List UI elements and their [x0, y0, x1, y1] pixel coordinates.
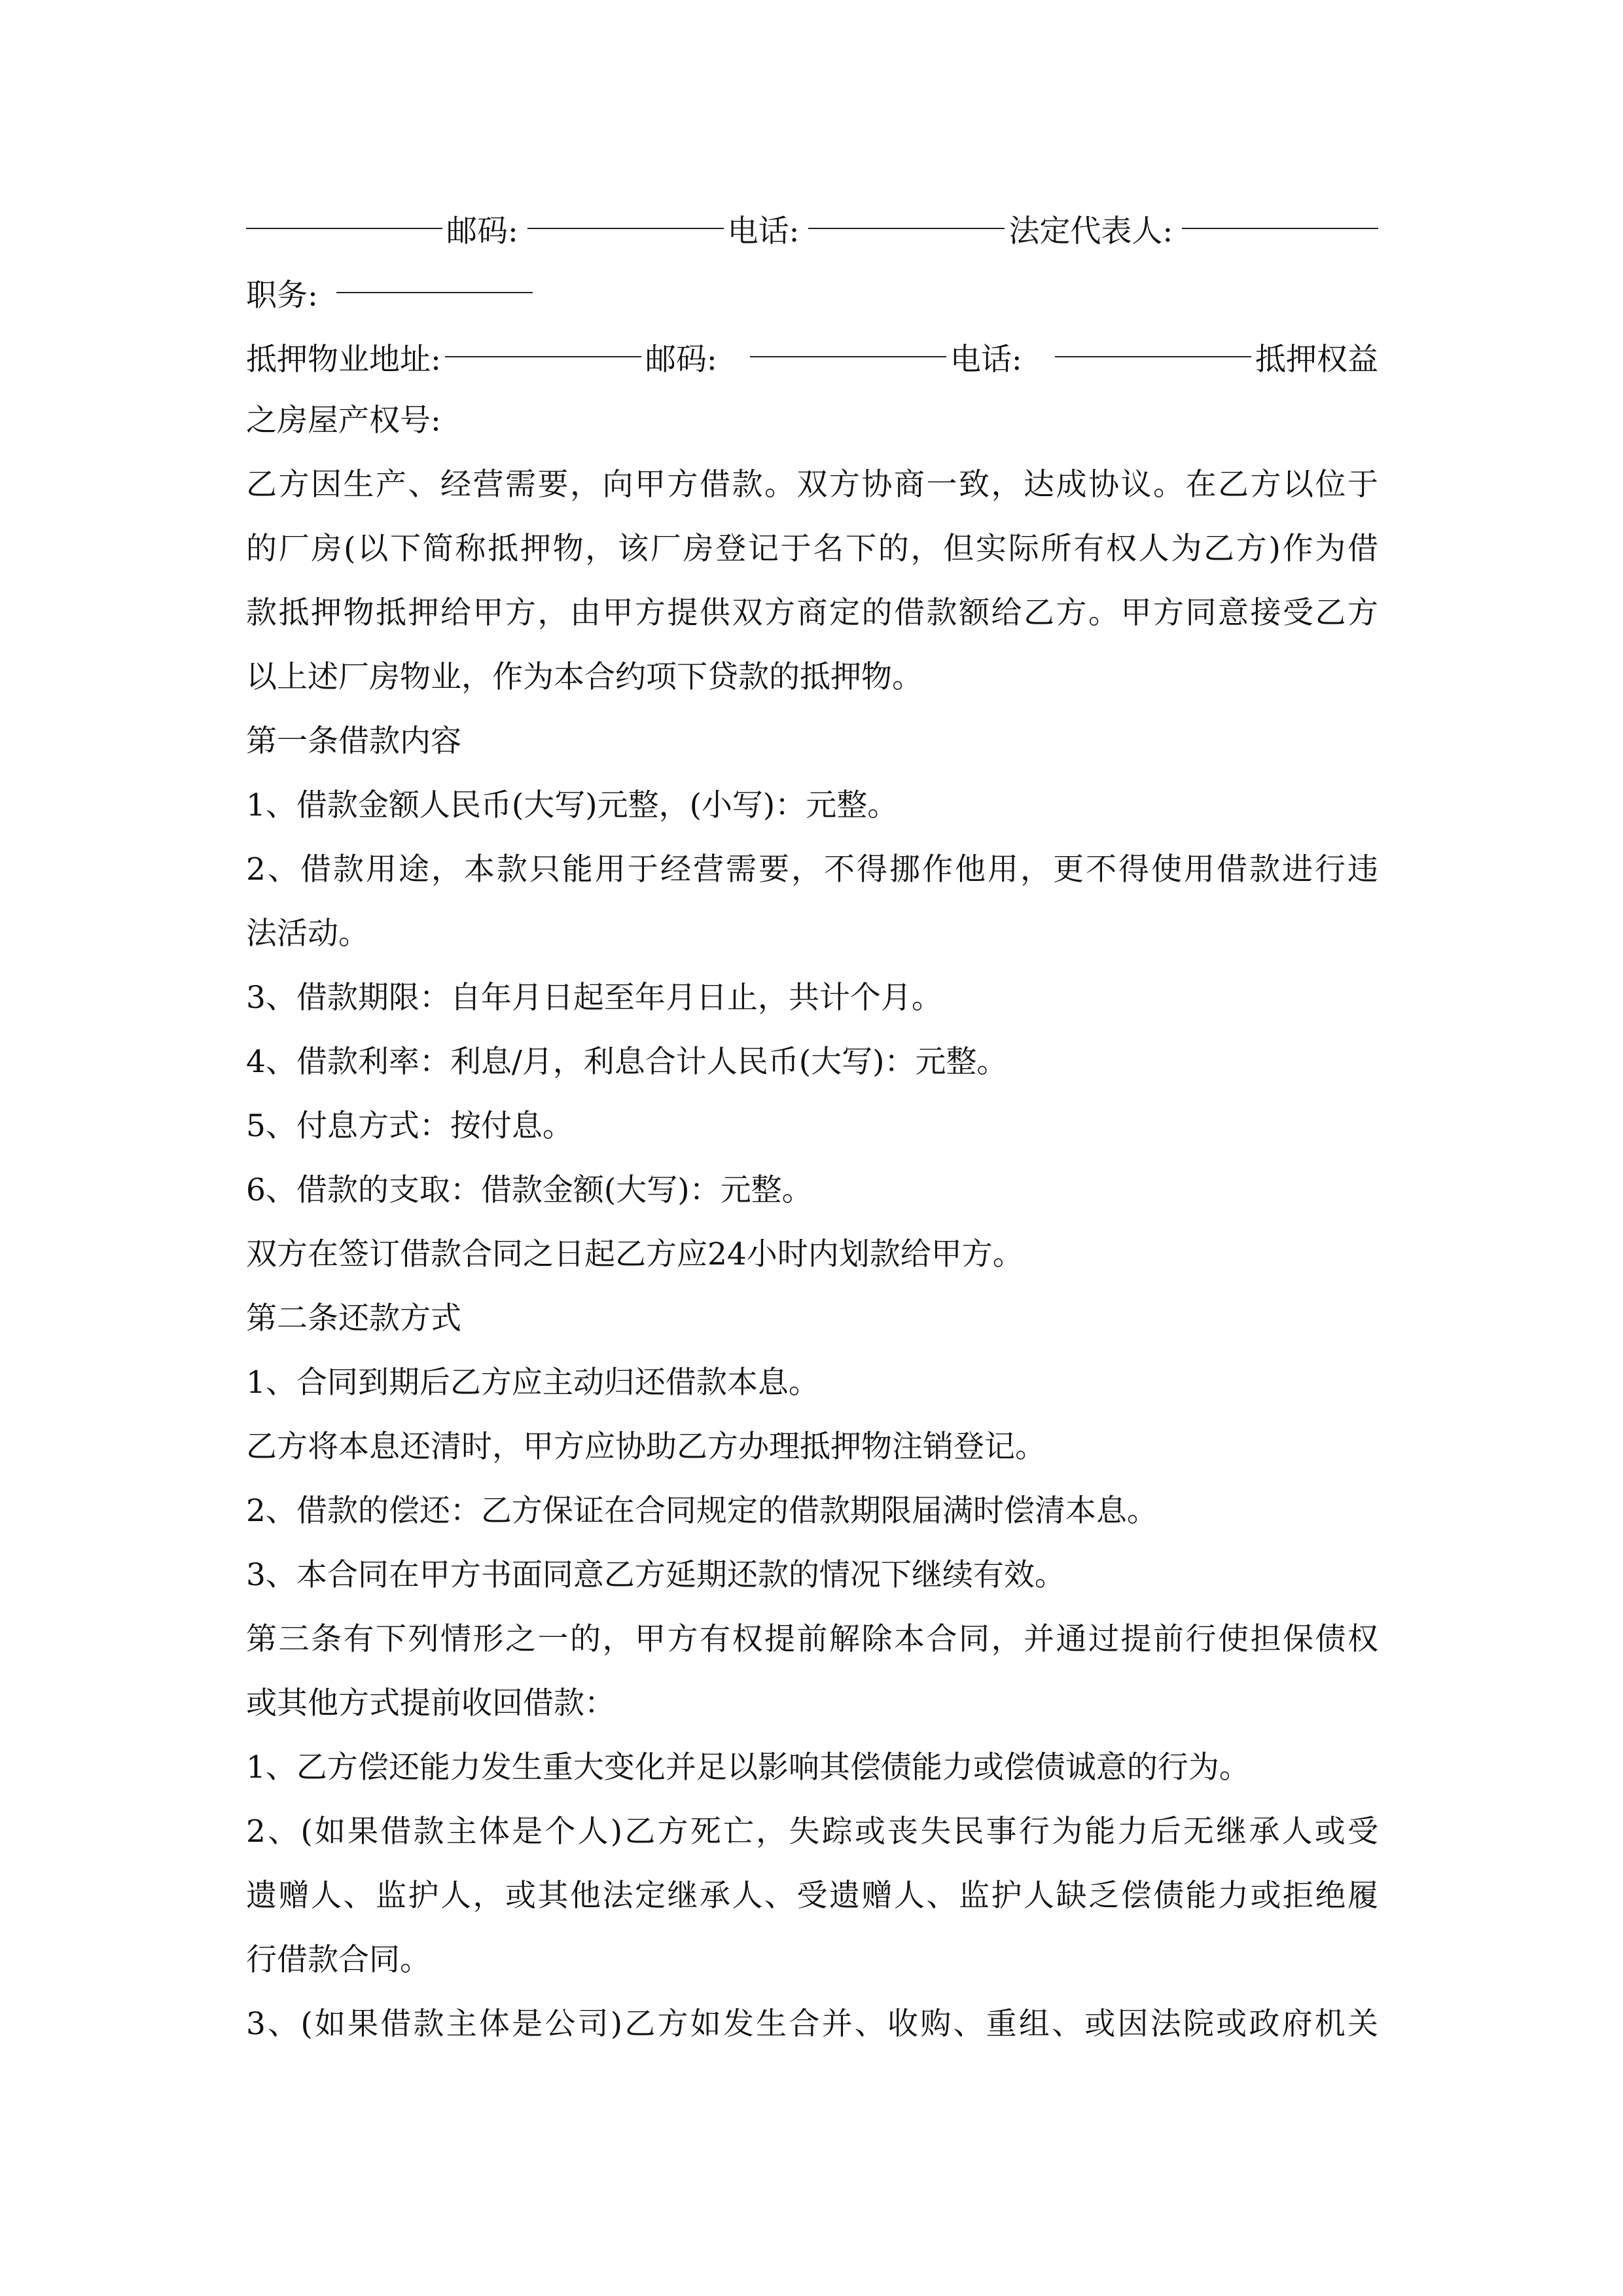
article2-item: 乙方将本息还清时，甲方应协助乙方办理抵押物注销登记。: [246, 1429, 1046, 1465]
property-cert-label: 之房屋产权号:: [246, 403, 441, 439]
mortgage-rights-label: 抵押权益: [1255, 341, 1378, 378]
position-label: 职务:: [246, 277, 318, 314]
article1-title: 第一条借款内容: [246, 723, 461, 759]
article1-item: 4、借款利率：利息/月，利息合计人民币(大写)：元整。: [246, 1044, 1008, 1080]
intro-line: 款抵押物抵押给甲方，由甲方提供双方商定的借款额给乙方。甲方同意接受乙方: [246, 595, 1378, 631]
article1-item: 3、借款期限：自年月日起至年月日止，共计个月。: [246, 980, 942, 1016]
blank-line: [336, 292, 533, 293]
intro-line: 乙方因生产、经营需要，向甲方借款。双方协商一致，达成协议。在乙方以位于: [246, 467, 1378, 503]
article3-item: 遗赠人、监护人，或其他法定继承人、受遗赠人、监护人缺乏偿债能力或拒绝履: [246, 1878, 1378, 1914]
article2-item: 2、借款的偿还：乙方保证在合同规定的借款期限届满时偿清本息。: [246, 1493, 1158, 1529]
article1-item: 1、借款金额人民币(大写)元整，(小写)：元整。: [246, 787, 899, 823]
article3-line: 第三条有下列情形之一的，甲方有权提前解除本合同，并通过提前行使担保债权: [246, 1621, 1378, 1657]
property-address-label: 抵押物业地址:: [246, 341, 441, 378]
position-row: [246, 260, 1378, 325]
article1-item: 6、借款的支取：借款金额(大写)：元整。: [246, 1172, 813, 1208]
article1-item: 双方在签订借款合同之日起乙方应24小时内划款给甲方。: [246, 1236, 1024, 1272]
legal-rep-label: 法定代表人:: [1008, 213, 1173, 249]
article1-item: 5、付息方式：按付息。: [246, 1108, 573, 1144]
property-row: [246, 325, 1378, 389]
blank-line: [1182, 228, 1378, 229]
blank-line: [1055, 356, 1251, 357]
article2-item: 1、合同到期后乙方应主动归还借款本息。: [246, 1365, 819, 1401]
article1-item: 2、借款用途，本款只能用于经营需要，不得挪作他用，更不得使用借款进行违: [246, 852, 1378, 888]
blank-line: [808, 228, 1005, 229]
article1-item: 法活动。: [246, 916, 369, 952]
phone-label: 电话:: [727, 213, 800, 249]
article3-item: 2、(如果借款主体是个人)乙方死亡，失踪或丧失民事行为能力后无继承人或受: [246, 1814, 1378, 1850]
intro-line: 的厂房(以下简称抵押物，该厂房登记于名下的，但实际所有权人为乙方)作为借: [246, 531, 1378, 567]
article2-item: 3、本合同在甲方书面同意乙方延期还款的情况下继续有效。: [246, 1557, 1065, 1593]
phone-label-2: 电话:: [950, 341, 1022, 378]
article3-item: 行借款合同。: [246, 1942, 431, 1978]
article2-title: 第二条还款方式: [246, 1300, 461, 1336]
contact-row-1: [246, 196, 1378, 260]
blank-line: [527, 228, 724, 229]
blank-line: [246, 228, 442, 229]
blank-line: [445, 356, 641, 357]
postcode-label-2: 邮码:: [645, 341, 717, 378]
postcode-label: 邮码:: [446, 213, 518, 249]
article3-item: 3、(如果借款主体是公司)乙方如发生合并、收购、重组、或因法院或政府机关: [246, 2006, 1378, 2042]
blank-line: [750, 356, 946, 357]
article3-line: 或其他方式提前收回借款：: [246, 1685, 615, 1721]
article3-item: 1、乙方偿还能力发生重大变化并足以影响其偿债能力或偿债诚意的行为。: [246, 1749, 1250, 1785]
document-page: [246, 196, 1378, 2056]
intro-line: 以上述厂房物业，作为本合约项下贷款的抵押物。: [246, 659, 923, 695]
